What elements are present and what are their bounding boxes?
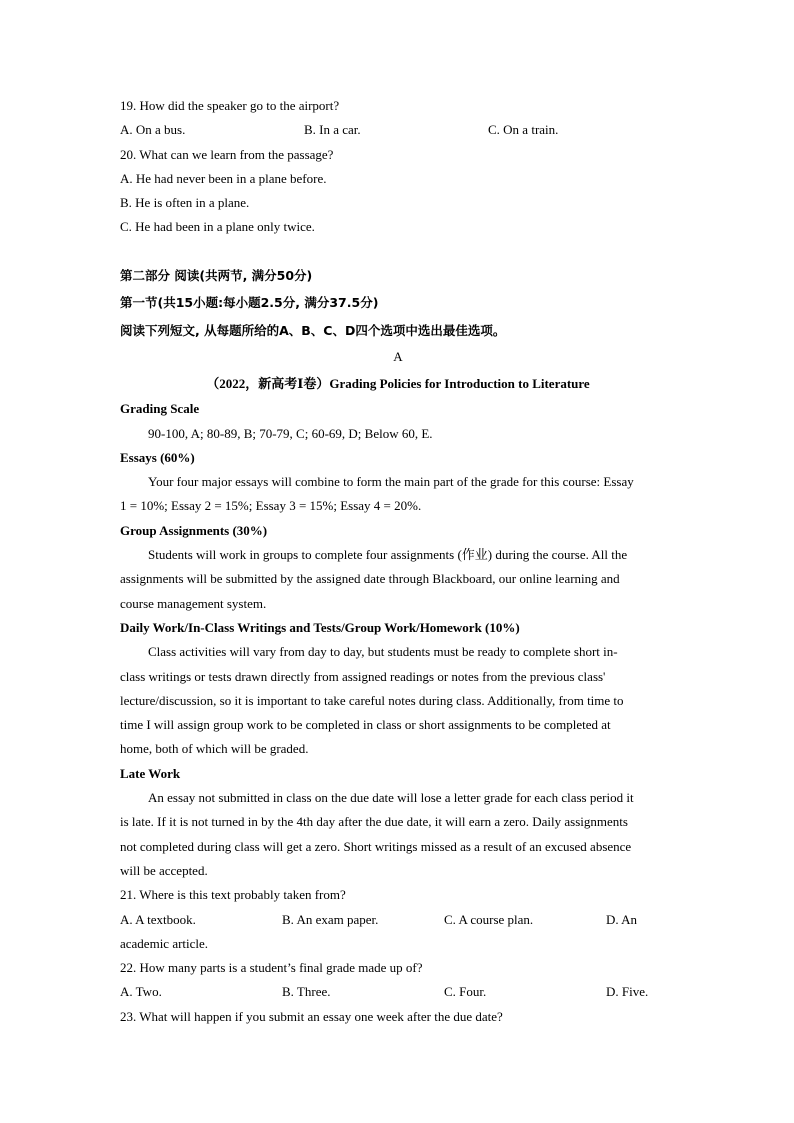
paragraph-line: will be accepted. xyxy=(120,862,208,878)
q19-option-c: C. On a train. xyxy=(488,122,559,138)
section-heading-essays: Essays (60%) xyxy=(120,449,195,465)
paragraph-line: Class activities will vary from day to day, but students must be ready to complete short in- xyxy=(148,644,618,660)
paragraph-line: time I will assign group work to be completed in class or short assignments to be completed at xyxy=(120,717,611,733)
paragraph-line: is late. If it is not turned in by the 4th day after the due date, it will earn a zero. Daily assignments xyxy=(120,814,628,830)
reading-instruction: 阅读下列短文, 从每题所给的A、B、C、D四个选项中选出最佳选项。 xyxy=(120,322,506,338)
passage-title: （2022，新高考Ⅰ卷）Grading Policies for Introduction to Literature xyxy=(206,376,590,392)
paragraph-line: course management system. xyxy=(120,595,267,611)
section-heading-grading-scale: Grading Scale xyxy=(120,401,200,417)
question-22: 22. How many parts is a student’s final grade made up of? xyxy=(120,960,423,976)
part-2-header: 第二部分 阅读(共两节, 满分50分) xyxy=(120,267,313,283)
paragraph-line: Students will work in groups to complete four assignments (作业) during the course. All the xyxy=(148,547,628,563)
q20-option-a: A. He had never been in a plane before. xyxy=(120,170,327,186)
q21-option-d-wrap: academic article. xyxy=(120,935,209,951)
q22-option-c: C. Four. xyxy=(444,984,487,1000)
q20-option-c: C. He had been in a plane only twice. xyxy=(120,219,315,235)
paragraph-line: An essay not submitted in class on the due date will lose a letter grade for each class period it xyxy=(148,790,634,806)
q22-option-d: D. Five. xyxy=(606,984,649,1000)
section-body-essays xyxy=(120,470,676,519)
section-body-group-assignments xyxy=(120,543,676,616)
section-heading-group-assignments: Group Assignments (30%) xyxy=(120,522,268,538)
section-body-late-work xyxy=(120,786,676,883)
section-body-daily-work xyxy=(120,640,676,761)
q22-option-b: B. Three. xyxy=(282,984,331,1000)
paragraph-line: lecture/discussion, so it is important to take careful notes during class. Additionally, from time to xyxy=(120,692,624,708)
question-19-options xyxy=(120,118,676,142)
paragraph-line: not completed during class will get a zero. Short writings missed as a result of an excused absence xyxy=(120,838,632,854)
q21-option-a: A. A textbook. xyxy=(120,911,196,927)
spacer xyxy=(120,240,676,262)
question-20: 20. What can we learn from the passage? xyxy=(120,146,334,162)
question-21-options xyxy=(120,908,676,932)
paragraph-line: 90-100, A; 80-89, B; 70-79, C; 60-69, D; Below 60, E. xyxy=(148,425,433,441)
q20-option-b: B. He is often in a plane. xyxy=(120,195,250,211)
section-body-grading-scale xyxy=(120,422,676,446)
section-heading-late-work: Late Work xyxy=(120,765,181,781)
q19-option-b: B. In a car. xyxy=(304,122,361,138)
section-heading-daily-work: Daily Work/In-Class Writings and Tests/Group Work/Homework (10%) xyxy=(120,619,520,635)
paragraph-line: assignments will be submitted by the assigned date through Blackboard, our online learning and xyxy=(120,571,620,587)
q19-option-a: A. On a bus. xyxy=(120,122,186,138)
paragraph-line: class writings or tests drawn directly from assigned readings or notes from the previous class' xyxy=(120,668,606,684)
q22-option-a: A. Two. xyxy=(120,984,162,1000)
section-1-header: 第一节(共15小题:每小题2.5分, 满分37.5分) xyxy=(120,295,379,311)
q21-option-b: B. An exam paper. xyxy=(282,911,379,927)
page-content xyxy=(120,94,676,1029)
question-19: 19. How did the speaker go to the airport? xyxy=(120,98,340,113)
passage-letter: A xyxy=(393,349,403,365)
question-22-options xyxy=(120,980,676,1004)
question-21: 21. Where is this text probably taken from? xyxy=(120,887,346,903)
paragraph-line: 1 = 10%; Essay 2 = 15%; Essay 3 = 15%; Essay 4 = 20%. xyxy=(120,498,422,514)
q21-option-d: D. An xyxy=(606,911,638,927)
question-23: 23. What will happen if you submit an essay one week after the due date? xyxy=(120,1008,503,1024)
q21-option-c: C. A course plan. xyxy=(444,911,534,927)
paragraph-line: home, both of which will be graded. xyxy=(120,741,309,757)
paragraph-line: Your four major essays will combine to form the main part of the grade for this course: Essay xyxy=(148,474,634,490)
